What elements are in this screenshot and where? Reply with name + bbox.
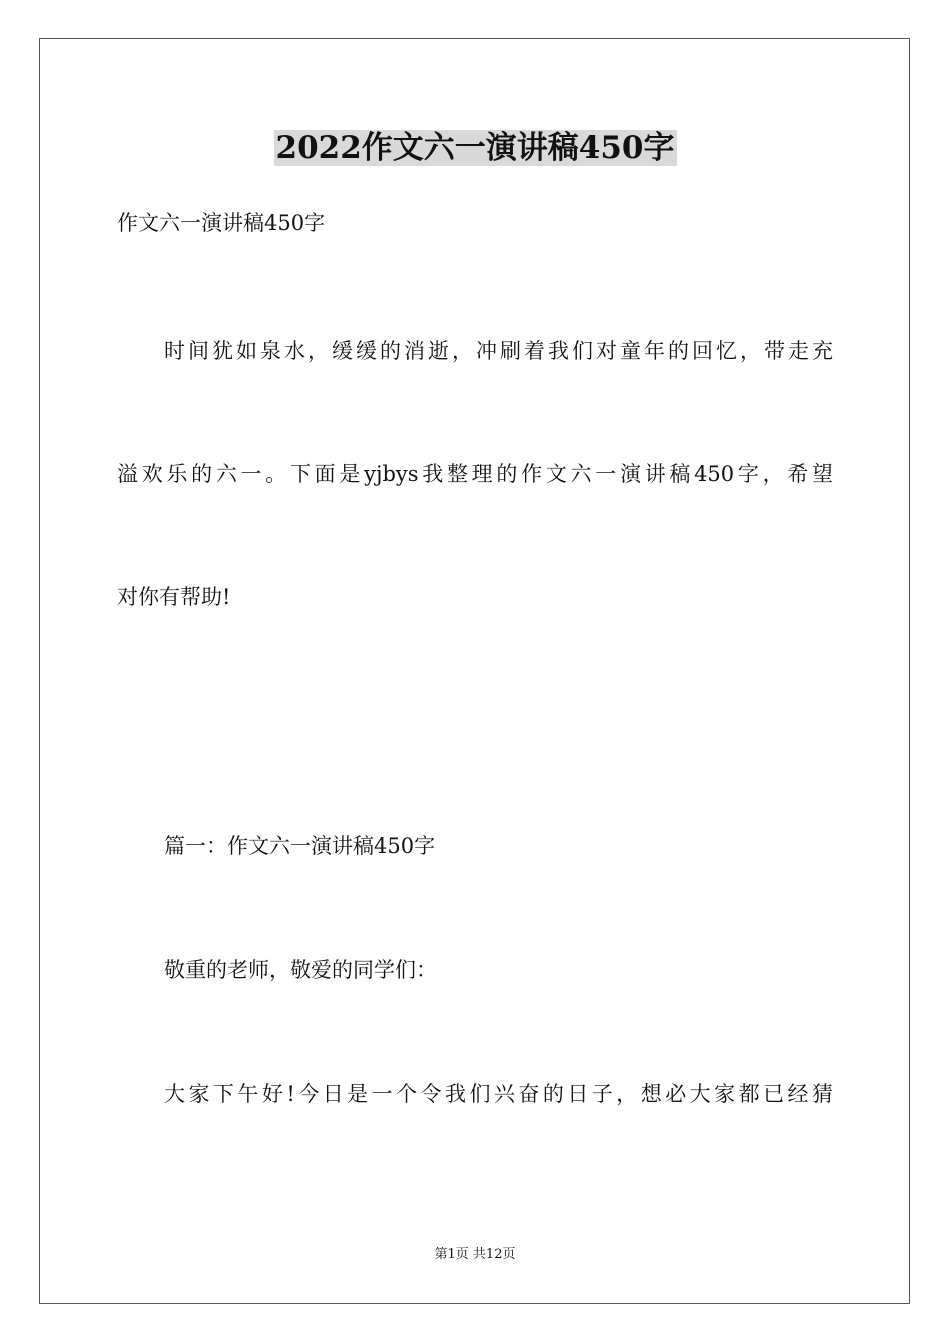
page-footer: 第1页 共12页 xyxy=(434,1247,516,1262)
paragraph-1-line-2: 溢欢乐的六一。下面是yjbys我整理的作文六一演讲稿450字，希望 xyxy=(117,462,833,486)
greeting-line: 敬重的老师，敬爱的同学们： xyxy=(164,958,437,982)
paragraph-1-line-3: 对你有帮助! xyxy=(117,585,231,609)
document-title-text: 2022作文六一演讲稿450字 xyxy=(275,130,675,166)
paragraph-1-line-1: 时间犹如泉水，缓缓的消逝，冲刷着我们对童年的回忆，带走充 xyxy=(164,339,833,363)
body-line-1: 大家下午好!今日是一个令我们兴奋的日子，想必大家都已经猜 xyxy=(164,1082,833,1106)
section-heading: 篇一：作文六一演讲稿450字 xyxy=(164,834,436,858)
document-title xyxy=(0,128,950,168)
document-subtitle: 作文六一演讲稿450字 xyxy=(117,211,326,235)
